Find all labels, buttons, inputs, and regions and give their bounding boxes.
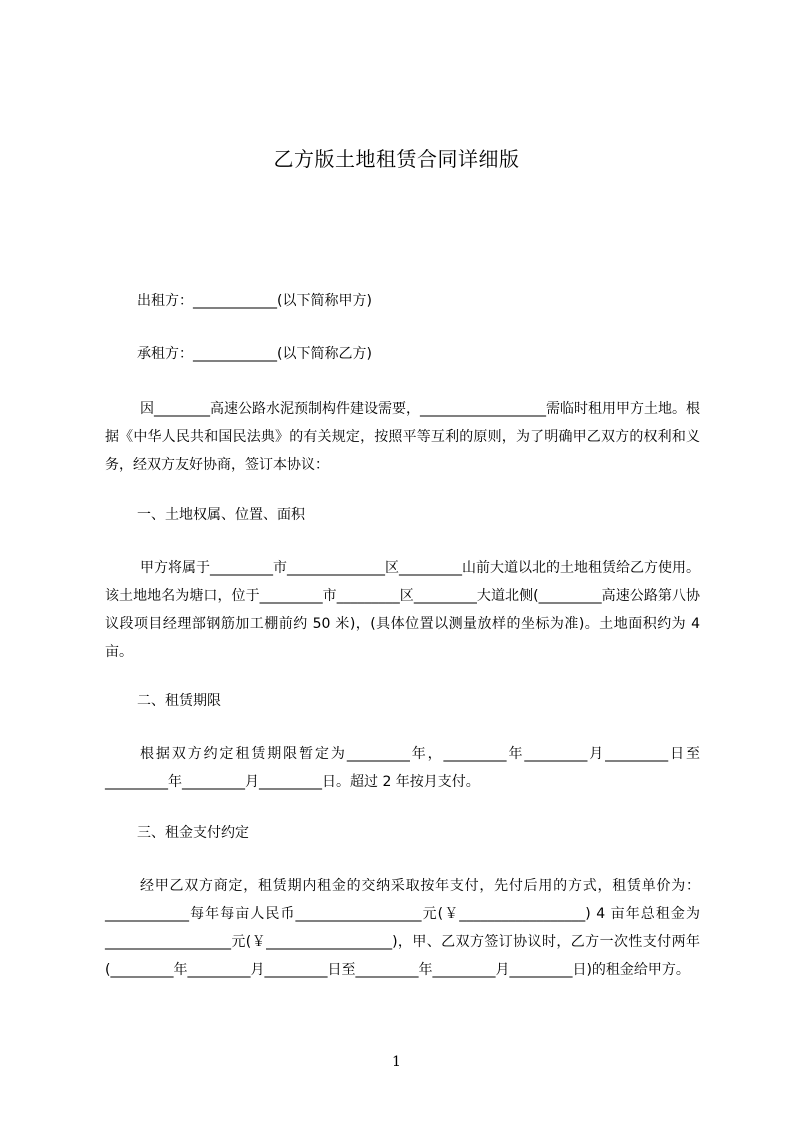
lessor-line: 出租方：____________(以下简称甲方) (137, 293, 372, 309)
section1-heading: 一、土地权属、位置、面积 (137, 507, 305, 523)
page-number: 1 (392, 1054, 401, 1070)
section1-paragraph: 甲方将属于_________市______________区_________山前大道以北的土地租赁给乙方使用。该土地地名为塘口，位于_________市_________区_________大道北侧(_________高速公路第八协议段项目经理部钢筋加工棚前约 50 米)，(具体位置以测量放样的坐标为准)。土地面积约为 4 亩。 (105, 560, 700, 660)
lessee-line: 承租方：____________(以下简称乙方) (137, 346, 372, 362)
document-title: 乙方版土地租赁合同详细版 (273, 147, 520, 171)
section3-heading: 三、租金支付约定 (137, 825, 249, 841)
section2-heading: 二、租赁期限 (137, 693, 221, 709)
intro-paragraph: 因________高速公路水泥预制构件建设需要，__________________需临时租用甲方土地。根据《中华人民共和国民法典》的有关规定，按照平等互利的原则，为了明确甲乙双方的权利和义务，经双方友好协商，签订本协议： (105, 401, 700, 473)
section2-paragraph: 根据双方约定租赁期限暂定为_________年，_________年_________月_________日至_________年_________月_________日。超过 2 年按月支付。 (105, 746, 700, 790)
section3-paragraph: 经甲乙双方商定，租赁期内租金的交纳采取按年支付，先付后用的方式，租赁单价为：____________每年每亩人民币__________________元(￥__________________) 4 亩年总租金为__________________元(￥__________________)，甲、乙双方签订协议时，乙方一次性支付两年(_________年_________月_________日至_________年_________月_________日)的租金给甲方。 (105, 878, 700, 978)
